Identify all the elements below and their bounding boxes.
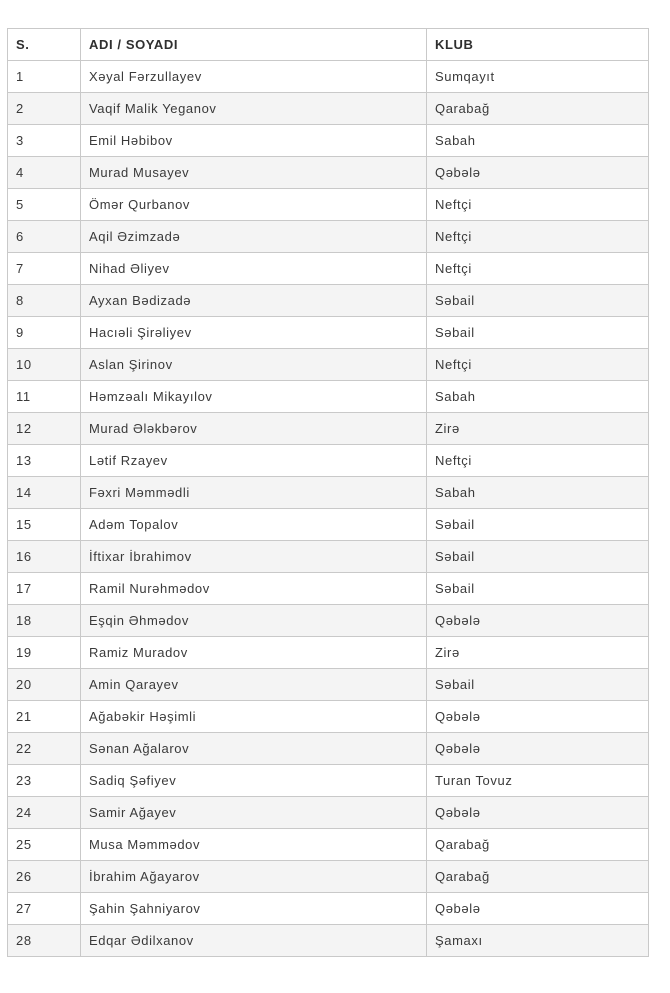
cell-name: Murad Musayev (81, 157, 427, 189)
cell-number: 17 (8, 573, 81, 605)
table-row (8, 285, 649, 317)
cell-number: 1 (8, 61, 81, 93)
cell-name: Nihad Əliyev (81, 253, 427, 285)
cell-number: 2 (8, 93, 81, 125)
cell-name: Aqil Əzimzadə (81, 221, 427, 253)
cell-club: Neftçi (427, 253, 649, 285)
cell-name: Şahin Şahniyarov (81, 893, 427, 925)
cell-name: Ayxan Bədizadə (81, 285, 427, 317)
cell-name: Ramiz Muradov (81, 637, 427, 669)
table-row (8, 829, 649, 861)
cell-number: 6 (8, 221, 81, 253)
cell-number: 14 (8, 477, 81, 509)
table-row (8, 637, 649, 669)
header-club: KLUB (427, 29, 649, 61)
table-row (8, 477, 649, 509)
table-row (8, 733, 649, 765)
table-row (8, 93, 649, 125)
cell-club: Qarabağ (427, 93, 649, 125)
table-row (8, 669, 649, 701)
cell-number: 25 (8, 829, 81, 861)
cell-name: Aslan Şirinov (81, 349, 427, 381)
cell-name: Ağabəkir Həşimli (81, 701, 427, 733)
players-table-container (7, 28, 648, 957)
cell-name: İbrahim Ağayarov (81, 861, 427, 893)
table-row (8, 861, 649, 893)
cell-club: Zirə (427, 637, 649, 669)
table-row (8, 509, 649, 541)
cell-club: Zirə (427, 413, 649, 445)
cell-club: Turan Tovuz (427, 765, 649, 797)
cell-name: Xəyal Fərzullayev (81, 61, 427, 93)
table-row (8, 765, 649, 797)
cell-number: 9 (8, 317, 81, 349)
table-row (8, 445, 649, 477)
table-row (8, 221, 649, 253)
cell-club: Neftçi (427, 189, 649, 221)
table-row (8, 573, 649, 605)
cell-club: Səbail (427, 541, 649, 573)
cell-name: Adəm Topalov (81, 509, 427, 541)
cell-club: Səbail (427, 669, 649, 701)
cell-club: Qəbələ (427, 605, 649, 637)
cell-name: Fəxri Məmmədli (81, 477, 427, 509)
table-row (8, 253, 649, 285)
table-row (8, 701, 649, 733)
cell-name: Murad Ələkbərov (81, 413, 427, 445)
cell-name: Sənan Ağalarov (81, 733, 427, 765)
cell-club: Qarabağ (427, 861, 649, 893)
cell-name: Amin Qarayev (81, 669, 427, 701)
table-row (8, 61, 649, 93)
cell-name: Lətif Rzayev (81, 445, 427, 477)
cell-name: Emil Həbibov (81, 125, 427, 157)
cell-number: 7 (8, 253, 81, 285)
table-row (8, 157, 649, 189)
cell-club: Şamaxı (427, 925, 649, 957)
cell-club: Səbail (427, 285, 649, 317)
cell-club: Qarabağ (427, 829, 649, 861)
cell-number: 13 (8, 445, 81, 477)
cell-club: Səbail (427, 317, 649, 349)
cell-club: Sabah (427, 125, 649, 157)
cell-number: 15 (8, 509, 81, 541)
header-name: ADI / SOYADI (81, 29, 427, 61)
cell-name: Ramil Nurəhmədov (81, 573, 427, 605)
cell-name: Eşqin Əhmədov (81, 605, 427, 637)
table-body (8, 61, 649, 957)
cell-number: 26 (8, 861, 81, 893)
cell-club: Sabah (427, 381, 649, 413)
cell-name: Sadiq Şəfiyev (81, 765, 427, 797)
table-row (8, 381, 649, 413)
cell-club: Sumqayıt (427, 61, 649, 93)
table-row (8, 189, 649, 221)
table-row (8, 925, 649, 957)
cell-number: 21 (8, 701, 81, 733)
cell-name: Həmzəalı Mikayılov (81, 381, 427, 413)
cell-club: Sabah (427, 477, 649, 509)
cell-name: Hacıəli Şirəliyev (81, 317, 427, 349)
players-table (7, 28, 649, 957)
cell-number: 5 (8, 189, 81, 221)
cell-club: Qəbələ (427, 701, 649, 733)
cell-number: 16 (8, 541, 81, 573)
cell-number: 23 (8, 765, 81, 797)
cell-number: 3 (8, 125, 81, 157)
cell-name: Musa Məmmədov (81, 829, 427, 861)
cell-name: Ömər Qurbanov (81, 189, 427, 221)
cell-club: Səbail (427, 573, 649, 605)
cell-number: 27 (8, 893, 81, 925)
cell-name: Edqar Ədilxanov (81, 925, 427, 957)
header-number: S. (8, 29, 81, 61)
cell-club: Neftçi (427, 445, 649, 477)
cell-name: Samir Ağayev (81, 797, 427, 829)
table-row (8, 349, 649, 381)
cell-number: 19 (8, 637, 81, 669)
cell-club: Neftçi (427, 349, 649, 381)
cell-club: Qəbələ (427, 157, 649, 189)
cell-number: 28 (8, 925, 81, 957)
cell-club: Qəbələ (427, 797, 649, 829)
table-row (8, 125, 649, 157)
cell-club: Neftçi (427, 221, 649, 253)
cell-name: Vaqif Malik Yeganov (81, 93, 427, 125)
cell-club: Qəbələ (427, 893, 649, 925)
cell-number: 20 (8, 669, 81, 701)
cell-number: 4 (8, 157, 81, 189)
cell-number: 11 (8, 381, 81, 413)
table-header-row (8, 29, 649, 61)
cell-club: Səbail (427, 509, 649, 541)
cell-club: Qəbələ (427, 733, 649, 765)
cell-number: 18 (8, 605, 81, 637)
cell-number: 22 (8, 733, 81, 765)
table-row (8, 541, 649, 573)
cell-number: 24 (8, 797, 81, 829)
table-row (8, 893, 649, 925)
cell-name: İftixar İbrahimov (81, 541, 427, 573)
cell-number: 12 (8, 413, 81, 445)
table-row (8, 413, 649, 445)
table-row (8, 605, 649, 637)
table-row (8, 317, 649, 349)
table-row (8, 797, 649, 829)
cell-number: 8 (8, 285, 81, 317)
cell-number: 10 (8, 349, 81, 381)
